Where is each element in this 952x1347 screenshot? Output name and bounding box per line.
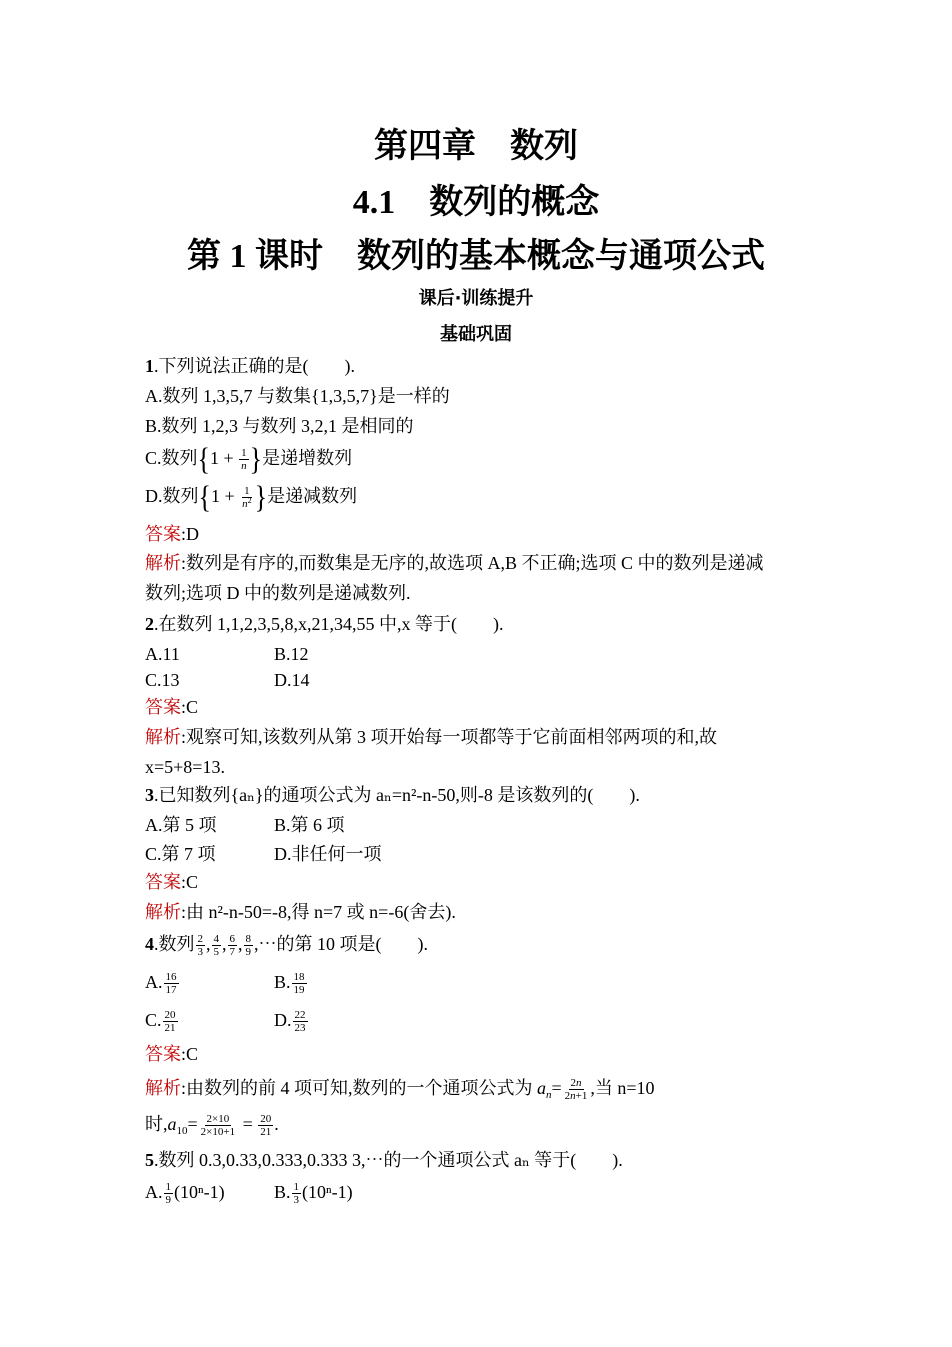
q4-option-a: A. $\frac{16}{17}$ bbox=[145, 971, 177, 997]
q3-answer: 答案:C bbox=[145, 872, 199, 892]
q2-option-b: B.12 bbox=[274, 644, 309, 664]
q2-option-d: D.14 bbox=[274, 670, 310, 690]
q3-stem: 3.已知数列{aₙ}的通项公式为 aₙ=n²-n-50,则-8 是该数列的( ). bbox=[145, 785, 640, 805]
q2-option-c: C.13 bbox=[145, 670, 180, 690]
subtitle: 课后·训练提升 bbox=[418, 288, 534, 309]
chapter-title: 第四章 数列 bbox=[374, 128, 578, 165]
q1-analysis-2: 数列;选项 D 中的数列是递减数列. bbox=[145, 583, 411, 603]
q5-option-a: A. $\frac{1}{9}$ (10ⁿ-1) bbox=[145, 1181, 225, 1207]
q2-option-a: A.11 bbox=[145, 644, 180, 664]
q2-analysis-2: x=5+8=13. bbox=[145, 757, 225, 777]
part-title: 基础巩固 bbox=[440, 324, 512, 345]
lesson-title: 第 1 课时 数列的基本概念与通项公式 bbox=[187, 238, 765, 275]
q1-answer: 答案:D bbox=[145, 524, 199, 544]
q1-stem: 1.下列说法正确的是( ). bbox=[145, 356, 355, 376]
q1-option-c: C.数列{1 + $\frac{1}{n}$ }是递增数列 bbox=[145, 441, 353, 477]
q3-option-d: D.非任何一项 bbox=[274, 844, 382, 864]
q3-analysis: 解析:由 n²-n-50=-8,得 n=7 或 n=-6(舍去). bbox=[145, 902, 456, 922]
q4-analysis-2: 时$,a_{10}=$ $\frac{2\times 10}{2\times 10+1}$ = $\frac{20}{21}$ . bbox=[145, 1113, 279, 1139]
q2-answer: 答案:C bbox=[145, 697, 199, 717]
q4-stem: 4.数列 $\frac{2}{3}$ , $\frac{4}{5}$ , $\frac{6}{7}$ , $\frac{8}{9}$ ,⋯的第 10 项是( ). bbox=[145, 933, 428, 959]
q1-option-d: D.数列{1 + $\frac{1}{n^2}$ }是递减数列 bbox=[145, 479, 358, 515]
q1-analysis-1: 解析:数列是有序的,而数集是无序的,故选项 A,B 不正确;选项 C 中的数列是递减 bbox=[145, 553, 764, 573]
q4-option-b: B. $\frac{18}{19}$ bbox=[274, 971, 305, 997]
q4-analysis-1: 解析:由数列的前 4 项可知,数列的一个通项公式为 $a_n=$ $\frac{2n}{2n+1}$ ,当 n=10 bbox=[145, 1077, 655, 1103]
q3-option-b: B.第 6 项 bbox=[274, 815, 345, 835]
q2-analysis-1: 解析:观察可知,该数列从第 3 项开始每一项都等于它前面相邻两项的和,故 bbox=[145, 727, 717, 747]
q5-stem: 5.数列 0.3,0.33,0.333,0.333 3,⋯的一个通项公式 aₙ 等于( ). bbox=[145, 1150, 623, 1170]
q4-option-c: C. $\frac{20}{21}$ bbox=[145, 1009, 176, 1035]
q2-stem: 2.在数列 1,1,2,3,5,8,x,21,34,55 中,x 等于( ). bbox=[145, 614, 504, 634]
q1-option-a: A.数列 1,3,5,7 与数集{1,3,5,7}是一样的 bbox=[145, 386, 450, 406]
q5-option-b: B. $\frac{1}{3}$ (10ⁿ-1) bbox=[274, 1181, 353, 1207]
q3-option-a: A.第 5 项 bbox=[145, 815, 217, 835]
q1-option-b: B.数列 1,2,3 与数列 3,2,1 是相同的 bbox=[145, 416, 414, 436]
q3-option-c: C.第 7 项 bbox=[145, 844, 216, 864]
q4-answer: 答案:C bbox=[145, 1044, 199, 1064]
q4-option-d: D. $\frac{22}{23}$ bbox=[274, 1009, 306, 1035]
section-title: 4.1 数列的概念 bbox=[352, 184, 600, 221]
